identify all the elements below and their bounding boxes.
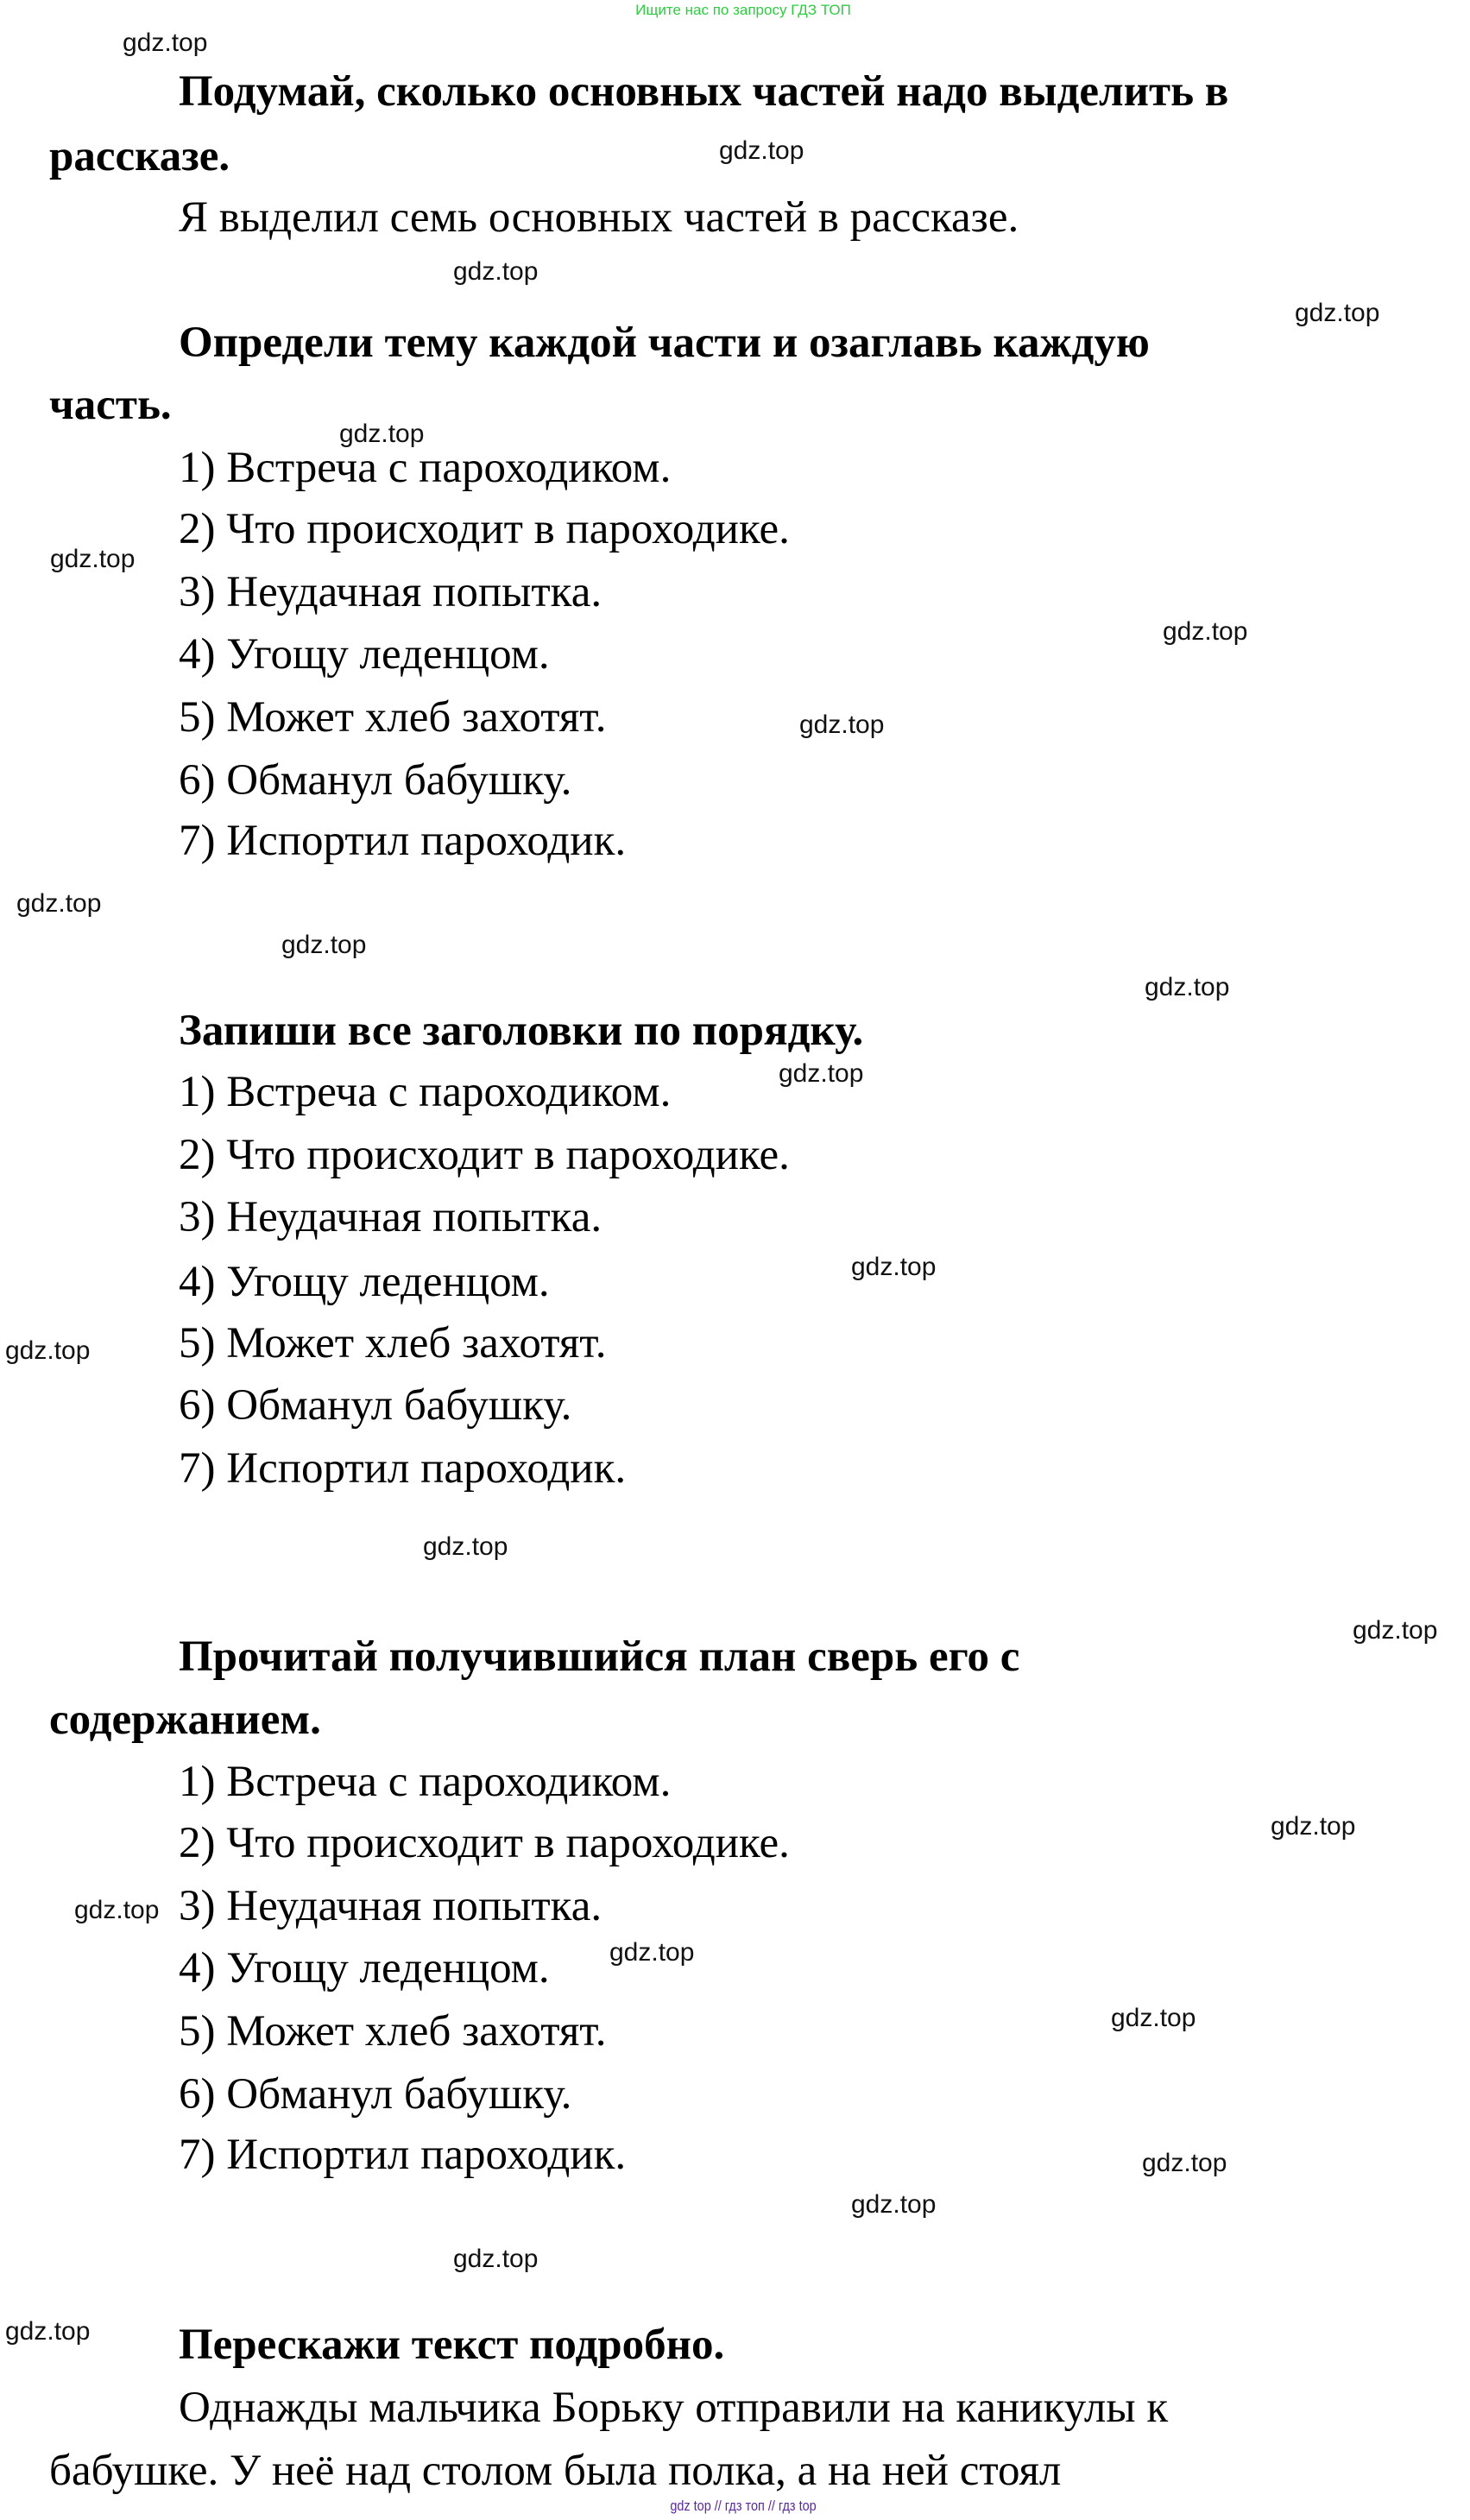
list-item: 2) Что происходит в пароходике. bbox=[179, 1131, 790, 1179]
watermark: gdz.top bbox=[1111, 2004, 1196, 2032]
question-heading: Определи тему каждой части и озаглавь каждую bbox=[179, 319, 1150, 367]
answer-text: Однажды мальчика Борьку отправили на каникулы к bbox=[179, 2384, 1169, 2432]
watermark: gdz.top bbox=[281, 931, 367, 959]
watermark: gdz.top bbox=[799, 711, 885, 739]
watermark: gdz.top bbox=[609, 1938, 695, 1967]
list-item: 1) Встреча с пароходиком. bbox=[179, 444, 672, 492]
watermark: gdz.top bbox=[1145, 973, 1230, 1001]
watermark: gdz.top bbox=[1142, 2149, 1227, 2177]
list-item: 6) Обманул бабушку. bbox=[179, 2070, 572, 2119]
answer-text: бабушке. У неё над столом была полка, а на ней стоял bbox=[49, 2447, 1062, 2495]
list-item: 5) Может хлеб захотят. bbox=[179, 2007, 607, 2056]
watermark: gdz.top bbox=[453, 2245, 539, 2273]
question-heading: Подумай, сколько основных частей надо выделить в bbox=[179, 67, 1229, 116]
watermark: gdz.top bbox=[1295, 299, 1380, 327]
search-banner[interactable]: Ищите нас по запросу ГДЗ ТОП bbox=[635, 2, 851, 18]
watermark: gdz.top bbox=[1271, 1812, 1356, 1841]
list-item: 2) Что происходит в пароходике. bbox=[179, 505, 790, 553]
watermark: gdz.top bbox=[74, 1896, 160, 1924]
list-item: 5) Может хлеб захотят. bbox=[179, 693, 607, 742]
list-item: 6) Обманул бабушку. bbox=[179, 756, 572, 805]
list-item: 2) Что происходит в пароходике. bbox=[179, 1819, 790, 1867]
watermark: gdz.top bbox=[719, 136, 804, 165]
question-heading: содержанием. bbox=[49, 1696, 321, 1744]
answer-text: Я выделил семь основных частей в рассказе. bbox=[179, 193, 1019, 242]
watermark: gdz.top bbox=[1163, 617, 1248, 646]
watermark: gdz.top bbox=[5, 1336, 91, 1365]
list-item: 3) Неудачная попытка. bbox=[179, 1193, 603, 1241]
list-item: 4) Угощу леденцом. bbox=[179, 1944, 550, 1993]
watermark: gdz.top bbox=[5, 2317, 91, 2346]
watermark: gdz.top bbox=[50, 545, 136, 573]
list-item: 5) Может хлеб захотят. bbox=[179, 1319, 607, 1367]
list-item: 7) Испортил пароходик. bbox=[179, 1444, 627, 1493]
question-heading: Прочитай получившийся план сверь его с bbox=[179, 1633, 1020, 1681]
list-item: 7) Испортил пароходик. bbox=[179, 817, 627, 865]
list-item: 1) Встреча с пароходиком. bbox=[179, 1068, 672, 1116]
list-item: 4) Угощу леденцом. bbox=[179, 1258, 550, 1306]
watermark: gdz.top bbox=[779, 1059, 864, 1088]
question-heading: Запиши все заголовки по порядку. bbox=[179, 1007, 864, 1055]
watermark: gdz.top bbox=[1353, 1616, 1438, 1645]
footer-links[interactable]: gdz top // гдз топ // гдз top bbox=[670, 2498, 817, 2514]
list-item: 4) Угощу леденцом. bbox=[179, 630, 550, 679]
list-item: 6) Обманул бабушку. bbox=[179, 1381, 572, 1430]
list-item: 7) Испортил пароходик. bbox=[179, 2131, 627, 2179]
question-heading: Перескажи текст подробно. bbox=[179, 2321, 725, 2369]
watermark: gdz.top bbox=[851, 2190, 937, 2219]
watermark: gdz.top bbox=[16, 889, 102, 918]
list-item: 3) Неудачная попытка. bbox=[179, 568, 603, 616]
question-heading: часть. bbox=[49, 381, 172, 429]
watermark: gdz.top bbox=[123, 28, 208, 57]
list-item: 1) Встреча с пароходиком. bbox=[179, 1758, 672, 1806]
watermark: gdz.top bbox=[423, 1532, 508, 1561]
list-item: 3) Неудачная попытка. bbox=[179, 1882, 603, 1930]
watermark: gdz.top bbox=[453, 257, 539, 286]
watermark: gdz.top bbox=[339, 420, 425, 448]
question-heading: рассказе. bbox=[49, 132, 230, 180]
watermark: gdz.top bbox=[851, 1253, 937, 1281]
